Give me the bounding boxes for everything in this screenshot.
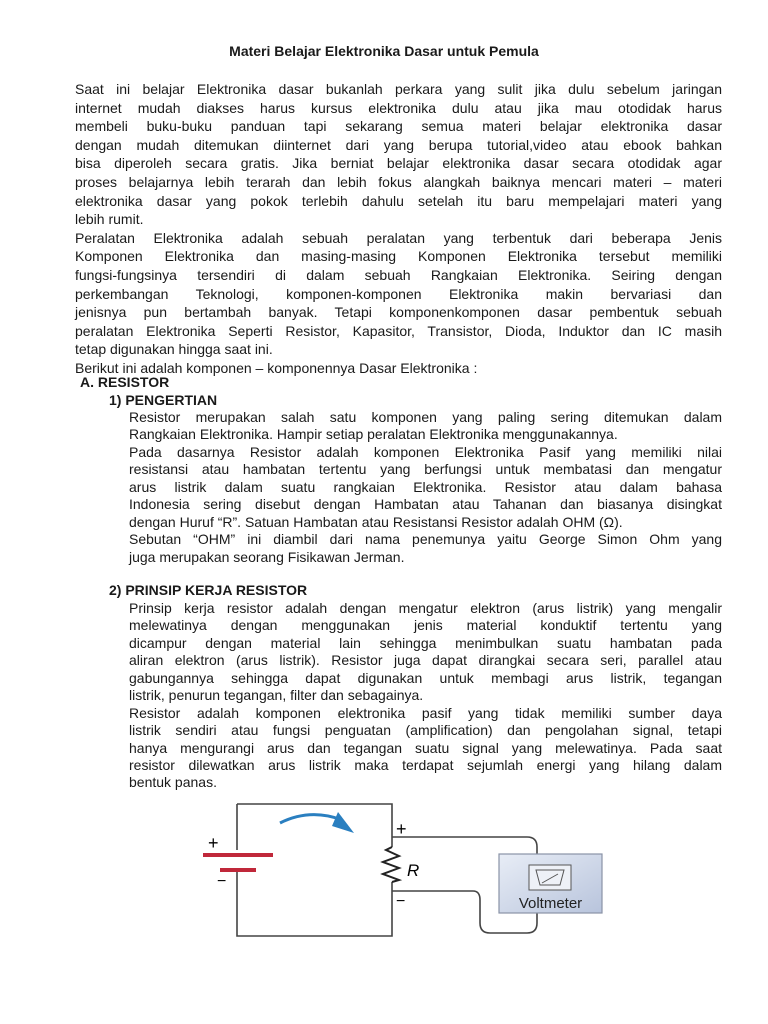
resistor-plus-sign: + — [396, 819, 407, 839]
text-line: listrik sendiri atau fungsi penguatan (amplification) dan pengolahan signal, tetapi — [129, 722, 722, 739]
text-line: Komponen Elektronika dan masing-masing Komponen Elektronika tersebut memiliki — [75, 248, 722, 265]
text-line: proses belajarnya lebih terarah dan lebih fokus alangkah baiknya mencari materi – materi — [75, 173, 722, 190]
pengertian-text — [129, 409, 722, 566]
voltmeter-circuit-diagram — [170, 790, 620, 970]
text-line: listrik, penurun tegangan, filter dan sebagainya. — [129, 687, 424, 704]
subheading-pengertian: 1) PENGERTIAN — [109, 392, 218, 408]
text-line: Resistor merupakan salah satu komponen yang paling sering ditemukan dalam — [129, 409, 722, 425]
text-line: Resistor adalah komponen elektronika pasif yang tidak memiliki sumber daya — [129, 704, 722, 721]
battery-plus-sign: + — [208, 833, 219, 853]
text-line: Sebutan “OHM” ini diambil dari nama penemunya yaitu George Simon Ohm yang — [129, 531, 722, 548]
text-line: Berikut ini adalah komponen – komponennya Dasar Elektronika : — [75, 359, 478, 376]
text-line: Saat ini belajar Elektronika dasar bukanlah perkara yang sulit jika dulu sebelum jaringan — [75, 81, 722, 97]
resistor-minus-sign: − — [396, 893, 406, 910]
text-line: hanya mengurangi arus dan tegangan suatu signal yang melewatinya. Pada saat — [129, 739, 722, 756]
text-line: gabungannya sehingga dapat digunakan untuk membagi arus listrik, tegangan — [129, 669, 722, 686]
voltmeter-label: Voltmeter — [518, 895, 583, 912]
text-line: dicampur dengan material lain sehingga menimbulkan suatu hambatan pada — [129, 634, 722, 651]
intro-paragraphs — [75, 80, 722, 378]
text-line: Indonesia sering disebut dengan Hambatan atau Tahanan dan biasanya disingkat — [129, 496, 722, 513]
text-line: bisa diperoleh secara gratis. Jika berniat belajar elektronika dasar secara otodidak agar — [75, 155, 722, 172]
text-line: resistor dilewatkan arus listrik maka terdapat sejumlah energi yang hilang dalam — [129, 756, 722, 773]
text-line: tetap digunakan hingga saat ini. — [75, 341, 273, 358]
text-line: Prinsip kerja resistor adalah dengan mengatur elektron (arus listrik) yang mengalir — [129, 600, 722, 616]
text-line: fungsi-fungsinya tersendiri di dalam sebuah Rangkaian Elektronika. Seiring dengan — [75, 266, 722, 283]
resistor-symbol — [383, 847, 399, 882]
prinsip-kerja-text — [129, 600, 722, 792]
text-line: elektronika dasar yang pokok terlebih dahulu setelah itu baru mempelajari materi yang — [75, 192, 722, 209]
text-line: juga merupakan seorang Fisikawan Jerman. — [129, 548, 405, 565]
text-line: Rangkaian Elektronika. Hampir setiap peralatan Elektronika menggunakannya. — [129, 426, 618, 443]
battery-minus-sign: − — [217, 873, 227, 890]
circuit-wires — [237, 804, 537, 936]
voltmeter-dial-icon — [529, 865, 571, 890]
text-line: melewatinya dengan menggunakan jenis material konduktif tertentu yang — [129, 617, 722, 634]
text-line: Pada dasarnya Resistor adalah komponen Elektronika Pasif yang memiliki nilai — [129, 443, 722, 460]
text-line: peralatan Elektronika Seperti Resistor, Kapasitor, Transistor, Dioda, Induktor dan IC masih — [75, 322, 722, 339]
text-line: resistansi atau hambatan tertentu yang berfungsi untuk membatasi dan mengatur — [129, 461, 722, 478]
document-title: Materi Belajar Elektronika Dasar untuk Pemula — [229, 43, 539, 59]
text-line: perkembangan Teknologi, komponen-komponen Elektronika makin bervariasi dan — [75, 285, 722, 302]
current-arrow-icon — [280, 815, 342, 823]
subheading-prinsip-kerja: 2) PRINSIP KERJA RESISTOR — [109, 582, 308, 598]
resistor-label: R — [407, 861, 420, 880]
text-line: aliran elektron (arus listrik). Resistor juga dapat dirangkai secara seri, parallel atau — [129, 652, 722, 669]
text-line: Peralatan Elektronika adalah sebuah peralatan yang terbentuk dari beberapa Jenis — [75, 229, 722, 246]
text-line: membeli buku-buku panduan tapi sekarang semua materi belajar elektronika dasar — [75, 118, 722, 135]
text-line: dengan mudah ditemukan diinternet dari yang berupa tutorial,video atau ebook bahkan — [75, 136, 722, 153]
text-line: internet mudah diakses harus kursus elektronika dulu atau jika mau otodidak harus — [75, 99, 722, 116]
text-line: dengan Huruf “R”. Satuan Hambatan atau Resistansi Resistor adalah OHM (Ω). — [129, 513, 623, 530]
section-heading-resistor: A. RESISTOR — [80, 374, 170, 390]
text-line: jenisnya pun bertambah banyak. Tetapi komponenkomponen dasar pembentuk sebuah — [75, 304, 722, 321]
text-line: lebih rumit. — [75, 211, 144, 228]
text-line: arus listrik dalam suatu rangkaian Elektronika. Resistor atau dalam bahasa — [129, 478, 722, 495]
text-line: bentuk panas. — [129, 774, 217, 791]
